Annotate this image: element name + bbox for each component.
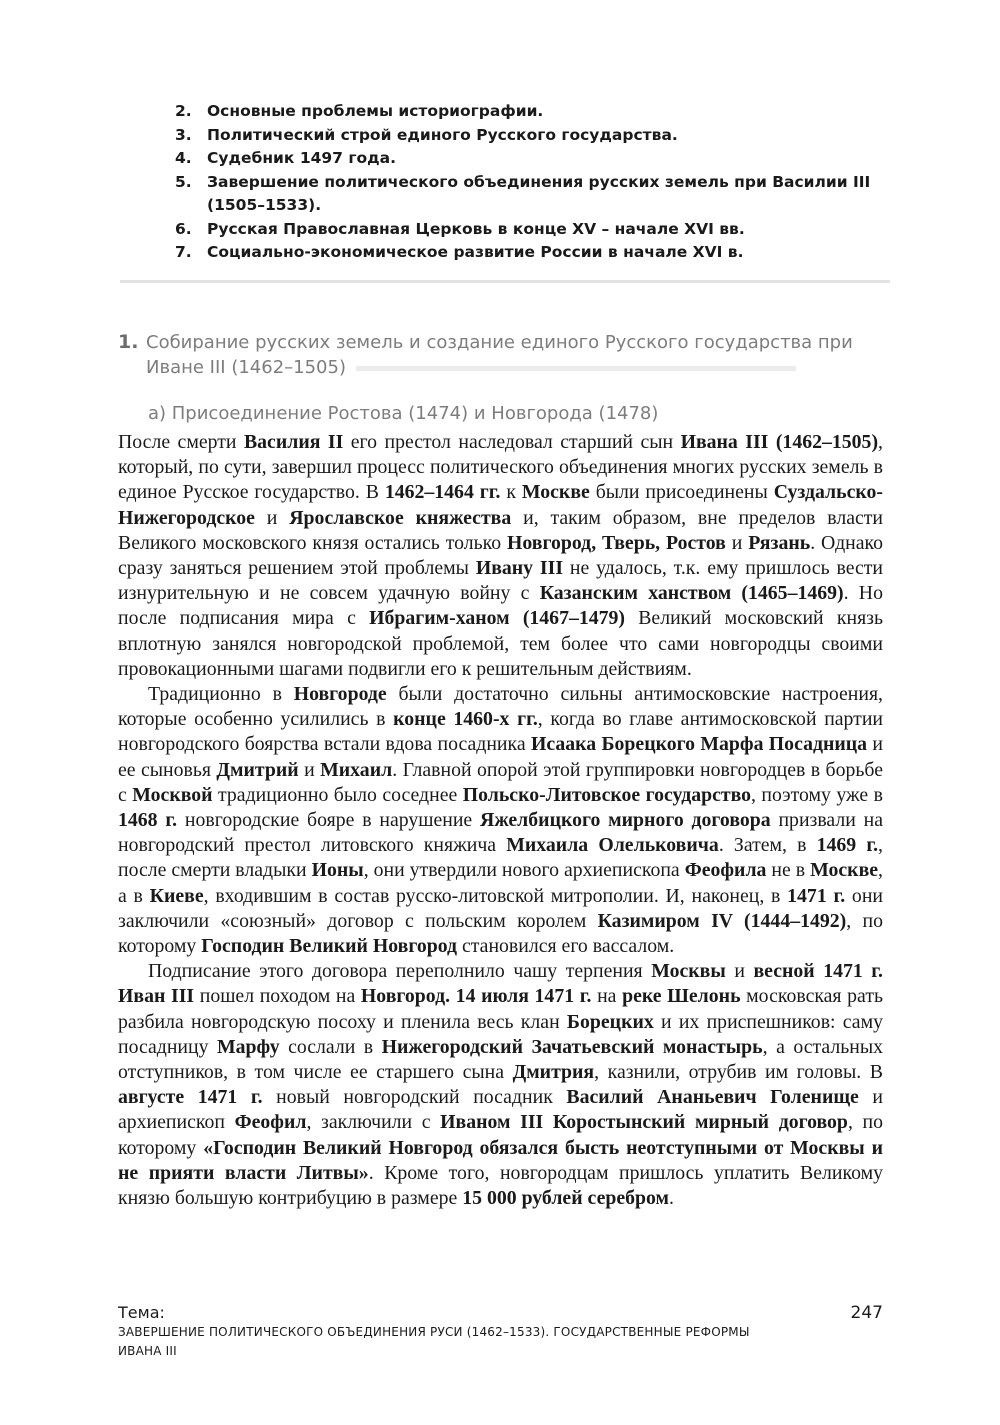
emphasis-text: Москве — [521, 481, 590, 504]
plan-item — [175, 218, 890, 242]
plan-item — [175, 241, 890, 265]
emphasis-text: 1469 г. — [816, 834, 879, 857]
emphasis-text: Новгороде — [293, 683, 387, 706]
emphasis-text: Новгород. — [360, 985, 451, 1008]
emphasis-text: Иваном III Коростынский мирный договор — [440, 1111, 848, 1134]
text-run: становился его вассалом. — [457, 935, 675, 958]
text-run: . — [669, 1187, 674, 1210]
text-run: , по которому — [118, 1111, 883, 1159]
text-run: они заключили «союзный» договор с польским королем — [118, 884, 883, 932]
emphasis-text: 14 июля 1471 г. — [455, 985, 592, 1008]
text-run: не удалось, т.к. ему пришлось вести изнурительную и не совсем удачную войну с — [118, 557, 883, 605]
emphasis-text: Новгород, Тверь, Ростов — [507, 531, 726, 554]
body-text — [118, 430, 883, 1211]
page-number: 247 — [850, 1303, 883, 1323]
text-run: на — [591, 985, 623, 1008]
text-run: были достаточно сильны антимосковские настроения, которые особенно усилились в — [118, 683, 883, 731]
emphasis-text: Суздальско-Нижегородское — [118, 481, 884, 529]
emphasis-text: Москве — [810, 859, 879, 882]
plan-item-number: 2. — [175, 102, 192, 120]
text-run: призвали на новгородский престол литовского княжича — [118, 809, 884, 857]
text-run: , входившим в состав русско-литовской митрополии. И, наконец, в — [203, 884, 788, 907]
text-run: . Однако сразу заняться решением этой проблемы — [118, 531, 884, 580]
text-run: . Кроме того, новгородцам пришлось уплатить Великому князю большую контрибуцию в размере — [118, 1161, 883, 1210]
plan-item-text: Судебник 1497 года. — [207, 149, 396, 167]
emphasis-text: Рязань — [748, 531, 811, 554]
lesson-plan-list — [175, 100, 890, 265]
emphasis-text: 1468 г. — [118, 809, 178, 832]
emphasis-text: августе 1471 г. — [118, 1086, 263, 1109]
emphasis-text: Василий Ананьевич Голенище — [566, 1086, 859, 1109]
subsection-heading: а) Присоединение Ростова (1474) и Новгорода (1478) — [148, 403, 659, 424]
plan-item-text: Основные проблемы историографии. — [207, 102, 544, 120]
text-run: , они утвердили нового архиепископа — [363, 859, 685, 882]
plan-item-text: Русская Православная Церковь в конце XV – начале XVI вв. — [207, 219, 745, 238]
emphasis-text: Василия II — [243, 431, 344, 453]
paragraph — [118, 682, 883, 959]
paragraph — [118, 959, 883, 1211]
emphasis-text: Ибрагим-ханом (1467–1479) — [369, 607, 626, 630]
text-run: . Главной опорой этой группировки новгородцев в борьбе с — [118, 758, 883, 806]
plan-item — [175, 124, 890, 148]
plan-item — [175, 100, 890, 124]
emphasis-text: Казимиром IV (1444–1492) — [597, 909, 847, 932]
emphasis-text: Дмитрий — [216, 758, 299, 781]
emphasis-text: Господин Великий Новгород — [201, 935, 458, 958]
section-divider — [120, 280, 890, 283]
text-run: к — [500, 481, 522, 504]
text-run: , поэтому уже в — [751, 783, 883, 806]
emphasis-text: «Господин Великий Новгород обязался бысть неотступными от Москвы и не прияти власти Литвы» — [118, 1136, 883, 1184]
emphasis-text: Ивану III — [475, 557, 564, 580]
emphasis-text: Яжелбицкого мирного договора — [480, 809, 771, 832]
text-run: не в — [766, 859, 811, 882]
plan-item-text: Политический строй единого Русского государства. — [207, 125, 678, 144]
section-title: Собирание русских земель и создание единого Русского государства при Иване III (1462–1505) — [146, 332, 853, 378]
plan-item-number: 4. — [175, 149, 192, 167]
emphasis-text: Москвой — [132, 783, 213, 806]
section-heading — [118, 330, 888, 380]
text-run: , казнили, отрубив им головы. В — [594, 1061, 883, 1084]
text-run: пошел походом на — [194, 985, 361, 1008]
emphasis-text: Борецких — [566, 1010, 654, 1033]
emphasis-text: Ионы — [311, 859, 364, 882]
page-footer — [118, 1303, 883, 1361]
text-run: московская рать разбила новгородскую посоху и пленила весь клан — [118, 985, 883, 1033]
text-run: сослали в — [279, 1035, 382, 1058]
text-run: Великий московский князь вплотную занялся новгородской проблемой, тем более что сами новгородцы своими провокационными шагами подвигли его к решительным действиям. — [118, 607, 883, 680]
topic-title-line: ЗАВЕРШЕНИЕ ПОЛИТИЧЕСКОГО ОБЪЕДИНЕНИЯ РУСИ (1462–1533). ГОСУДАРСТВЕННЫЕ РЕФОРМЫ — [118, 1325, 750, 1339]
emphasis-text: реке Шелонь — [622, 985, 741, 1008]
emphasis-text: Михаила Олельковича — [506, 834, 719, 857]
text-run: Подписание этого договора переполнило чашу терпения — [148, 960, 652, 983]
emphasis-text: Киеве — [149, 884, 204, 907]
emphasis-text: Михаил — [320, 758, 393, 781]
emphasis-text: 15 000 рублей серебром — [462, 1187, 670, 1210]
section-number: 1. — [118, 331, 139, 353]
text-run: и — [725, 531, 749, 554]
plan-item-number: 6. — [175, 219, 192, 238]
emphasis-text: Нижегородский Зачатьевский монастырь — [381, 1035, 763, 1058]
text-run: , когда во главе антимосковской партии новгородского боярства встали вдова посадника — [118, 708, 884, 756]
text-run: новгородские бояре в нарушение — [177, 809, 481, 832]
emphasis-text: Феофила — [684, 859, 767, 882]
emphasis-text: 1462–1464 гг. — [384, 481, 501, 504]
text-run: были присоединены — [589, 481, 774, 504]
emphasis-text: Ярославское княжества — [289, 506, 512, 529]
emphasis-text: Исаака Борецкого Марфа Посадница — [530, 733, 868, 756]
emphasis-text: Феофил — [234, 1111, 307, 1134]
plan-item — [175, 171, 890, 218]
text-run: и их приспешников: саму посадницу — [118, 1010, 883, 1058]
text-run: , по которому — [118, 909, 883, 958]
text-run: , который, по сути, завершил процесс политического объединения многих русских земель в единое Русское государство. В — [118, 431, 883, 504]
text-run: и — [298, 758, 321, 781]
emphasis-text: 1471 г. — [787, 884, 846, 907]
text-run: и — [725, 960, 754, 983]
emphasis-text: Ивана III (1462–1505) — [680, 431, 879, 453]
text-run: и ее сыновья — [118, 733, 883, 781]
topic-label: Тема: — [118, 1303, 165, 1322]
text-run: новый новгородский посадник — [262, 1086, 567, 1109]
text-run: и — [254, 506, 290, 529]
plan-item-text: Завершение политического объединения русских земель при Василии III (1505–1533). — [207, 172, 871, 214]
emphasis-text: Польско-Литовское государство — [462, 783, 752, 806]
plan-item-number: 7. — [175, 243, 192, 261]
emphasis-text: Москвы — [651, 960, 726, 983]
text-run: Традиционно в — [148, 683, 294, 706]
heading-rule — [356, 366, 796, 371]
text-run: , а в — [118, 859, 883, 907]
text-run: , после смерти владыки — [118, 834, 883, 882]
topic-title-line: ИВАНА III — [118, 1344, 177, 1358]
text-run: , заключили с — [306, 1111, 441, 1134]
paragraph — [118, 430, 883, 682]
emphasis-text: Казанским ханством (1465–1469) — [539, 582, 844, 605]
text-run: После смерти — [118, 431, 244, 453]
text-run: и архиепископ — [118, 1086, 884, 1134]
text-run: , а остальных отступников, в том числе ее старшего сына — [118, 1035, 884, 1084]
text-run: его престол наследовал старший сын — [343, 431, 681, 453]
plan-item-number: 5. — [175, 172, 192, 191]
text-run: традиционно было соседнее — [212, 783, 463, 806]
text-run: и, таким образом, вне пределов власти Великого московского князя остались только — [118, 506, 883, 554]
plan-item — [175, 147, 890, 171]
emphasis-text: весной 1471 г. Иван III — [118, 960, 883, 1008]
emphasis-text: Дмитрия — [512, 1061, 595, 1084]
text-run: . Но после подписания мира с — [118, 582, 883, 630]
emphasis-text: Марфу — [216, 1035, 280, 1058]
emphasis-text: конце 1460-х гг. — [393, 708, 538, 731]
text-run: . Затем, в — [718, 834, 817, 857]
plan-item-text: Социально-экономическое развитие России в начале XVI в. — [207, 243, 744, 261]
plan-item-number: 3. — [175, 125, 192, 144]
